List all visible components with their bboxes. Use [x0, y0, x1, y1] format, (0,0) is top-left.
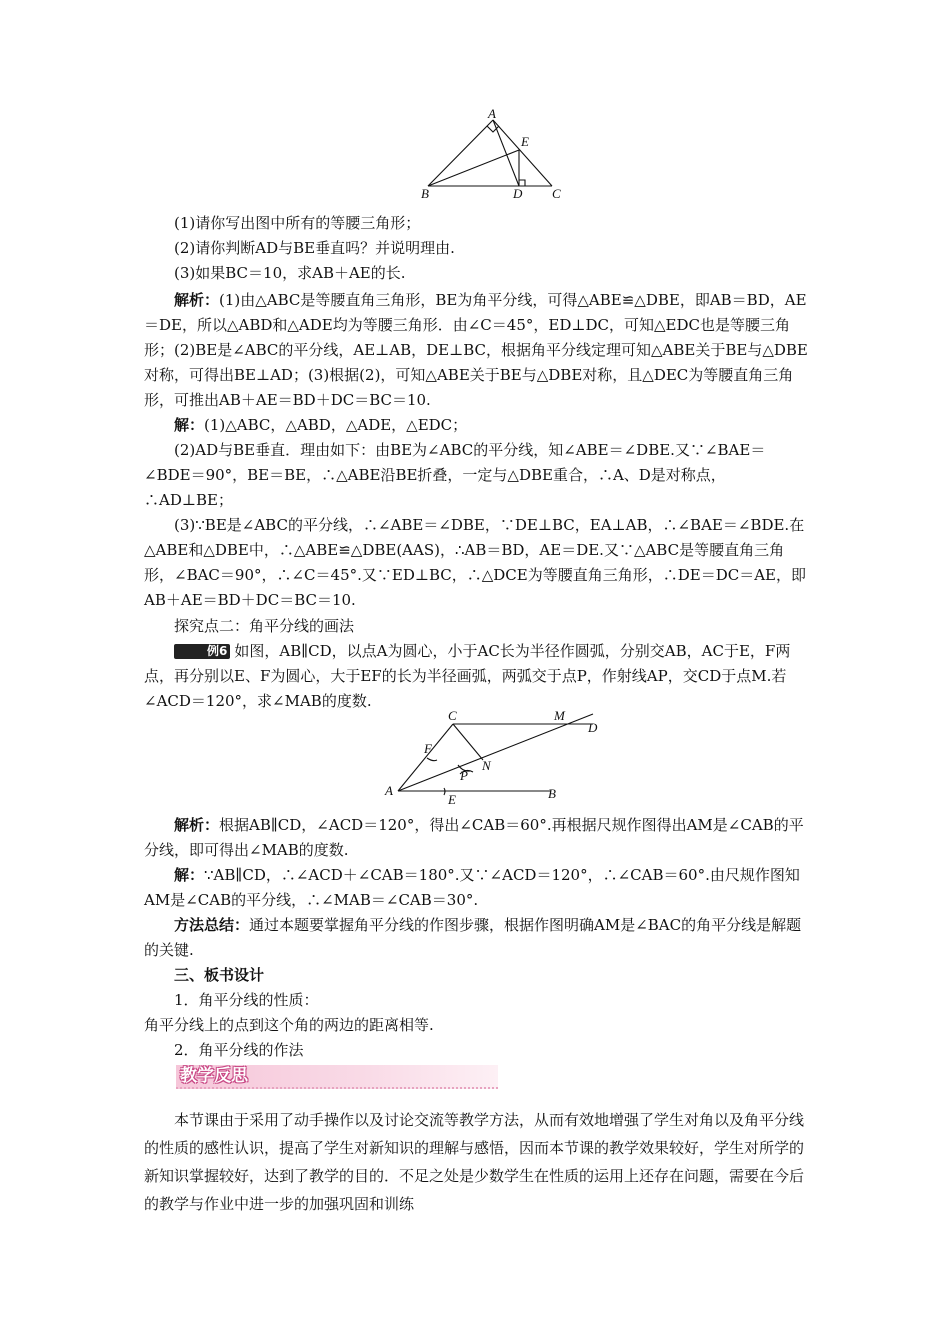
question-3: (3)如果BC＝10，求AB＋AE的长. [174, 264, 406, 282]
label-D: D [513, 186, 523, 200]
analysis-text: (1)由△ABC是等腰直角三角形，BE为角平分线，可得△ABE≌△DBE，即AB＝BD，AE＝DE，所以△ABD和△ADE均为等腰三角形．由∠C＝45°，ED⊥DC，可知△EDC也是等腰三角形；(2)BE是∠ABC的平分线，AE⊥AB，DE⊥BC，根据角平分线定理可知△ABE关于BE与△DBE对称，可得出BE⊥AD；(3)根据(2)，可知△ABE关于BE与△DBE对称，且△DEC为等腰直角三角形，可推出AB＋AE＝BD＋DC＝BC＝10. [144, 291, 808, 409]
label-F: F [424, 741, 432, 756]
solution-label: 解： [174, 416, 205, 434]
question-1: (1)请你写出图中所有的等腰三角形； [174, 214, 421, 232]
solution-1-part-1 [144, 413, 808, 438]
label-E: E [521, 134, 529, 149]
label-C: C [552, 186, 561, 200]
label-B: B [421, 186, 429, 200]
example-badge: 例6 [174, 644, 230, 659]
example-6 [144, 639, 808, 714]
method-summary [144, 913, 808, 963]
label-A: A [385, 783, 393, 798]
label-M: M [554, 708, 565, 723]
section-3-title: 三、板书设计 [174, 966, 265, 984]
reflection-title: 教学反思 [180, 1066, 248, 1086]
analysis-2 [144, 813, 808, 863]
analysis-2-label: 解析： [174, 816, 220, 834]
solution-1-text: (1)△ABC，△ABD，△ADE，△EDC； [204, 416, 468, 434]
board-item-2: 2．角平分线的作法 [174, 1041, 304, 1059]
board-item-1-detail: 角平分线上的点到这个角的两边的距离相等. [144, 1016, 434, 1034]
board-item-1: 1．角平分线的性质： [174, 991, 319, 1009]
method-text: 通过本题要掌握角平分线的作图步骤，根据作图明确AM是∠BAC的角平分线是解题的关键. [144, 916, 802, 959]
solution-1-part-2: (2)AD与BE垂直．理由如下：由BE为∠ABC的平分线，知∠ABE＝∠DBE.又∵∠BAE＝∠BDE＝90°，BE＝BE，∴△ABE沿BE折叠，一定与△DBE重合，∴A、D是对称点，∴AD⊥BE； [144, 441, 766, 509]
solution-1-part-3: (3)∵BE是∠ABC的平分线，∴∠ABE＝∠DBE，∵DE⊥BC，EA⊥AB，∴∠BAE＝∠BDE.在△ABE和△DBE中，∴△ABE≌△DBE(AAS)，∴AB＝BD，AE＝DE.又∵△ABC是等腰直角三角形，∠BAC＝90°，∴∠C＝45°.又∵ED⊥BC，∴△DCE为等腰直角三角形，∴DE＝DC＝AE，即AB＋AE＝BD＋DC＝BC＝10. [144, 516, 807, 609]
analysis-2-text: 根据AB∥CD，∠ACD＝120°，得出∠CAB＝60°.再根据尺规作图得出AM是∠CAB的平分线，即可得出∠MAB的度数. [144, 816, 804, 859]
section-2-title: 探究点二：角平分线的画法 [174, 617, 355, 635]
method-label: 方法总结： [174, 916, 250, 934]
label-P: P [460, 768, 468, 783]
label-N: N [482, 758, 491, 773]
reflection-banner [176, 1065, 498, 1089]
question-2: (2)请你判断AD与BE垂直吗？并说明理由. [174, 239, 455, 257]
example-text: 如图，AB∥CD，以点A为圆心，小于AC长为半径作圆弧，分别交AB，AC于E，F两点，再分别以E、F为圆心，大于EF的长为半径画弧，两弧交于点P，作射线AP，交CD于点M.若∠ACD＝120°，求∠MAB的度数. [144, 642, 791, 710]
analysis-label: 解析： [174, 291, 220, 309]
label-C: C [448, 708, 457, 723]
solution-2 [144, 863, 808, 913]
solution-2-label: 解： [174, 866, 205, 884]
analysis-1 [144, 288, 808, 413]
triangle-figure [415, 108, 575, 200]
bisector-figure [378, 708, 608, 810]
label-D: D [588, 720, 598, 735]
label-A: A [488, 108, 496, 121]
solution-2-text: ∵AB∥CD，∴∠ACD＋∠CAB＝180°.又∵∠ACD＝120°，∴∠CAB＝60°.由尺规作图知AM是∠CAB的平分线，∴∠MAB＝∠CAB＝30°. [144, 866, 800, 909]
label-E: E [448, 792, 456, 807]
reflection-text: 本节课由于采用了动手操作以及讨论交流等教学方法，从而有效地增强了学生对角以及角平分线的性质的感性认识，提高了学生对新知识的理解与感悟，因而本节课的教学效果较好，学生对所学的新知识掌握较好，达到了教学的目的．不足之处是少数学生在性质的运用上还存在问题，需要在今后的教学与作业中进一步的加强巩固和训练 [144, 1111, 805, 1213]
label-B: B [548, 786, 556, 801]
